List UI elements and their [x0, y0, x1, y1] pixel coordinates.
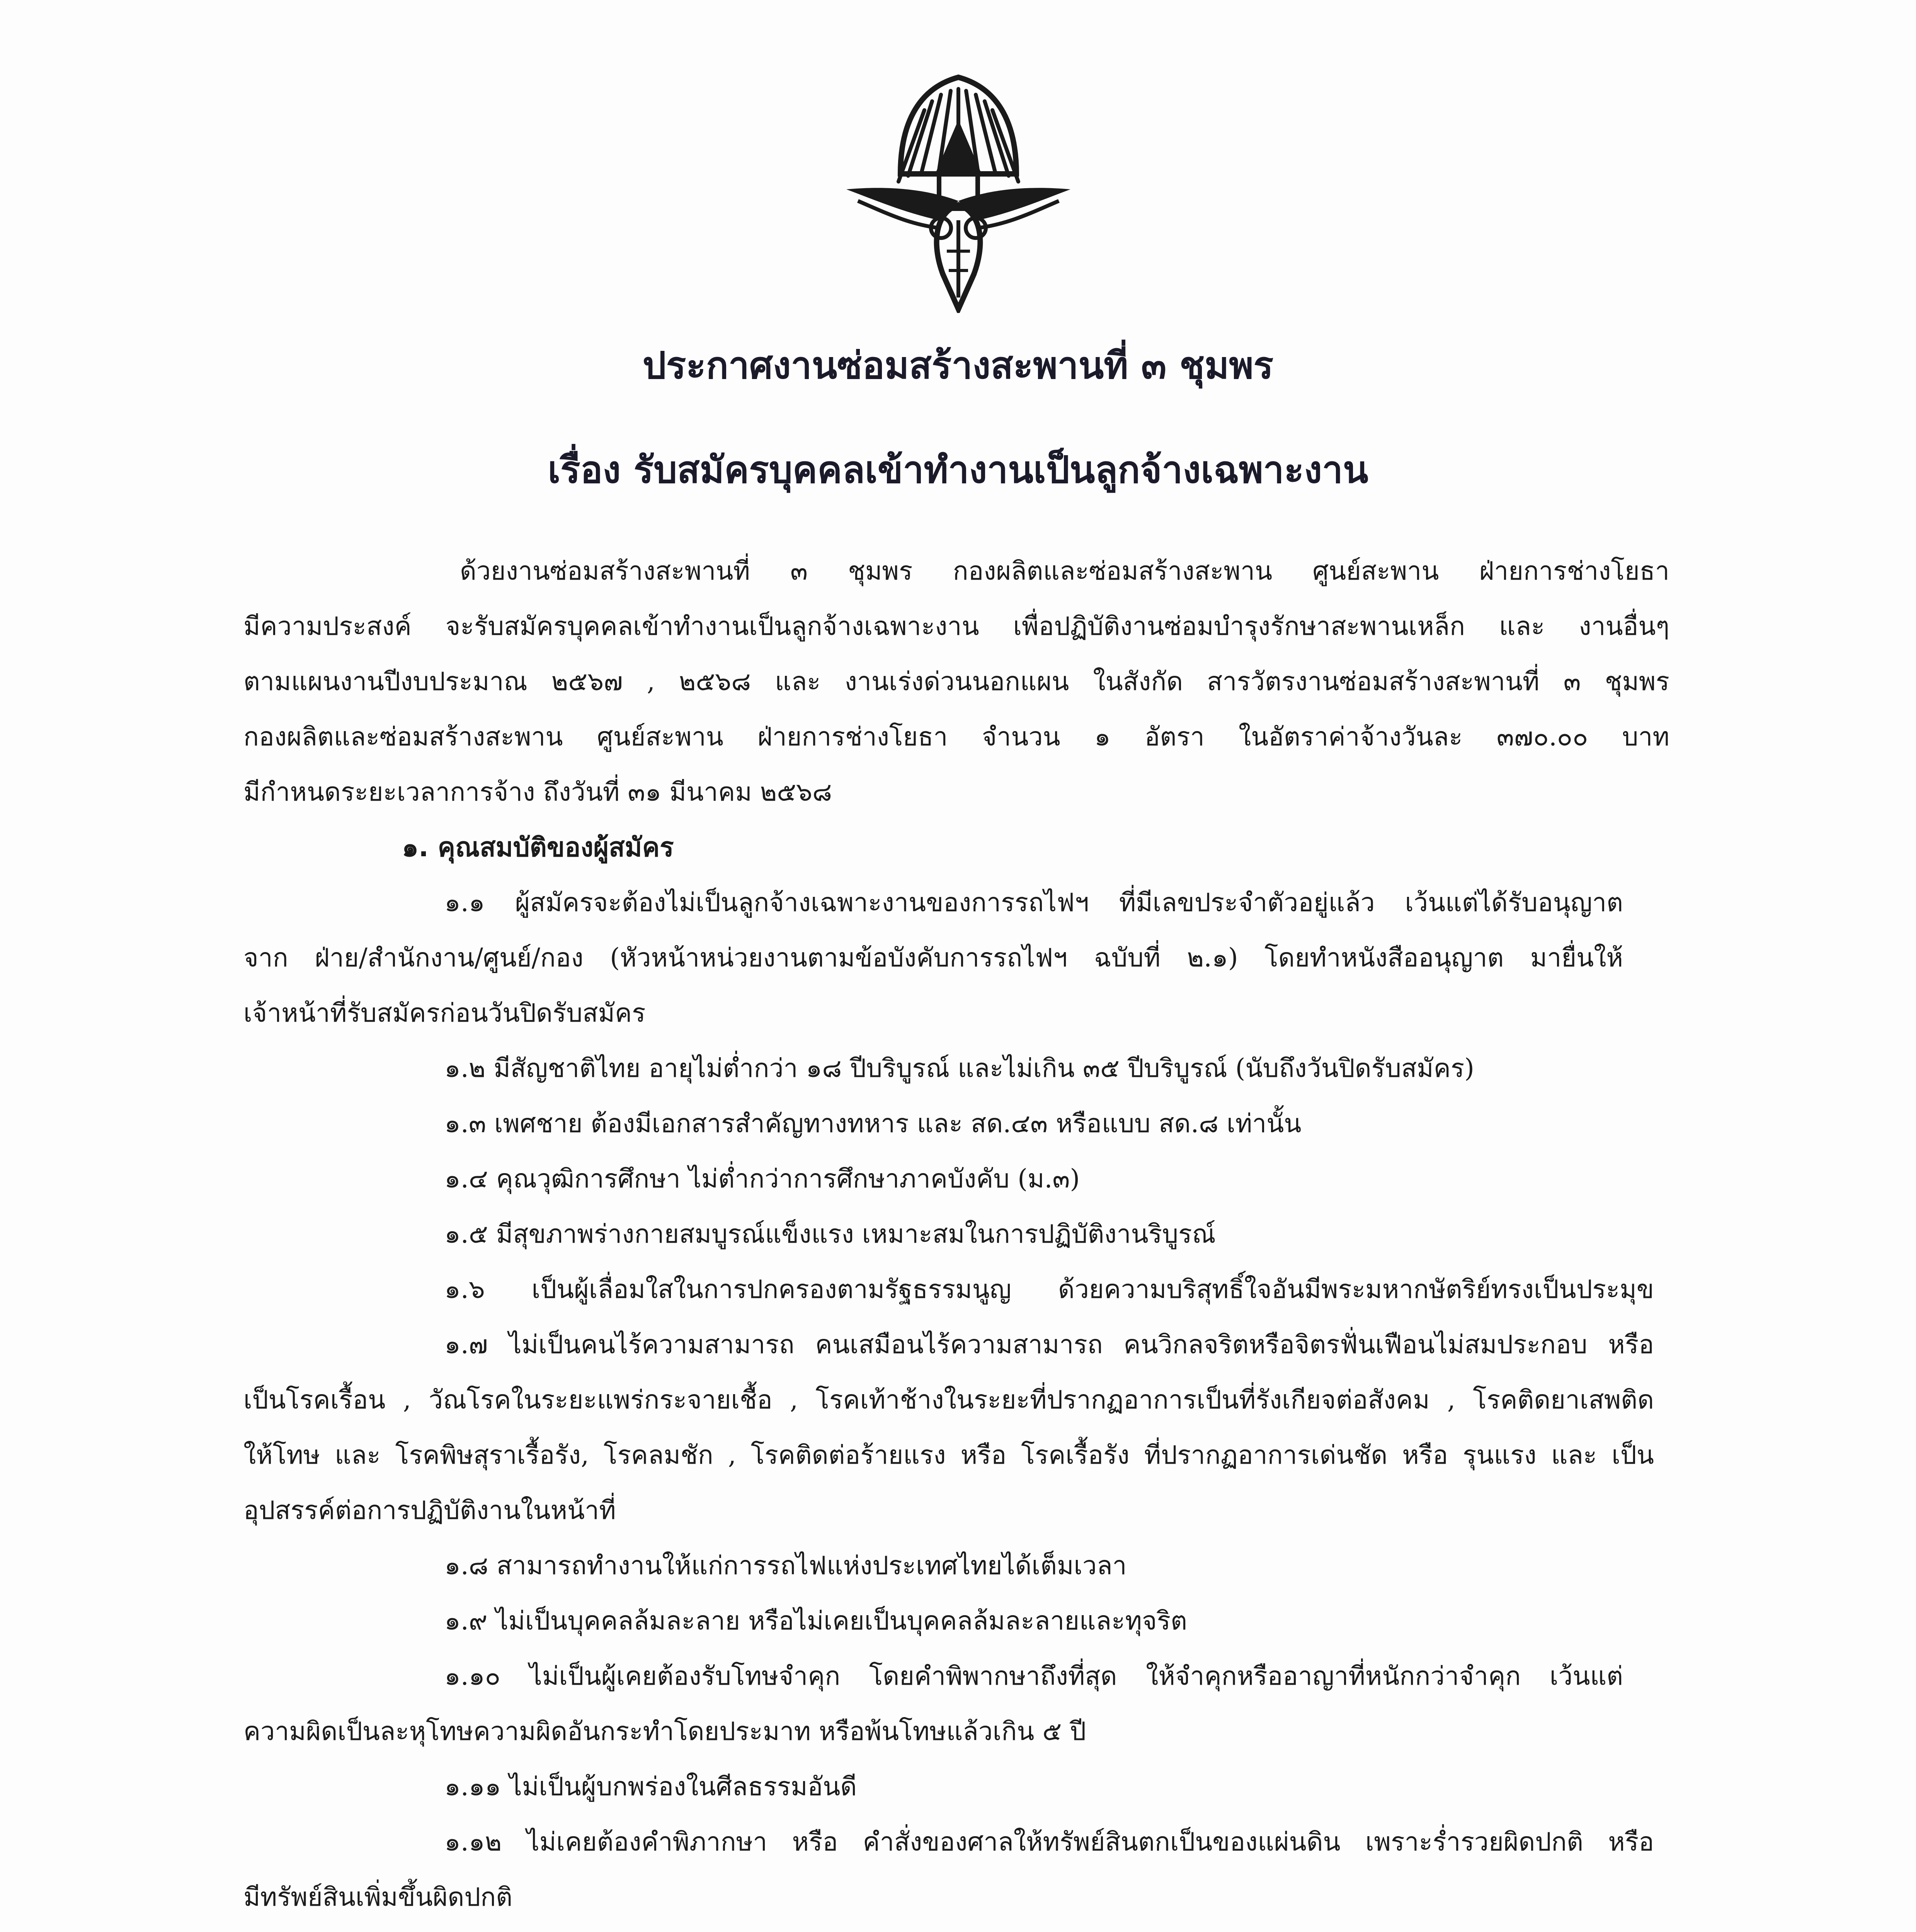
- intro-line: ตามแผนงานปีงบประมาณ ๒๕๖๗ , ๒๕๖๘ และ งานเร่งด่วนนอกแผน ในสังกัด สารวัตรงานซ่อมสร้างสะพานที่ ๓ ชุมพร: [243, 667, 1669, 696]
- list-item: ๑.๙ ไม่เป็นบุคคลล้มละลาย หรือไม่เคยเป็นบุคคลล้มละลายและทุจริต: [444, 1606, 1187, 1636]
- list-item: ให้โทษ และ โรคพิษสุราเรื้อรัง, โรคลมชัก , โรคติดต่อร้ายแรง หรือ โรคเรื้อรัง ที่ปรากฏอาการเด่นชัด หรือ รุนแรง และ เป็น: [243, 1440, 1654, 1470]
- intro-line: ด้วยงานซ่อมสร้างสะพานที่ ๓ ชุมพร กองผลิตและซ่อมสร้างสะพาน ศูนย์สะพาน ฝ่ายการช่างโยธา: [460, 556, 1669, 586]
- list-item: มีทรัพย์สินเพิ่มขึ้นผิดปกติ: [243, 1882, 513, 1912]
- list-item: ๑.๓ เพศชาย ต้องมีเอกสารสำคัญทางทหาร และ สด.๔๓ หรือแบบ สด.๘ เท่านั้น: [444, 1109, 1302, 1138]
- list-item: ๑.๒ มีสัญชาติไทย อายุไม่ต่ำกว่า ๑๘ ปีบริบูรณ์ และไม่เกิน ๓๕ ปีบริบูรณ์ (นับถึงวันปิดรับสมัคร): [444, 1053, 1475, 1083]
- list-item: เจ้าหน้าที่รับสมัครก่อนวันปิดรับสมัคร: [243, 998, 646, 1028]
- list-item: ๑.๖ เป็นผู้เลื่อมใสในการปกครองตามรัฐธรรมนูญ ด้วยความบริสุทธิ์ใจอันมีพระมหากษัตริย์ทรงเป็นประมุข: [444, 1274, 1654, 1304]
- list-item: อุปสรรค์ต่อการปฏิบัติงานในหน้าที่: [243, 1495, 616, 1525]
- page-subject: เรื่อง รับสมัครบุคคลเข้าทำงานเป็นลูกจ้างเฉพาะงาน: [548, 448, 1368, 492]
- section-heading: ๑. คุณสมบัติของผู้สมัคร: [402, 832, 674, 863]
- list-item: ๑.๘ สามารถทำงานให้แก่การรถไฟแห่งประเทศไทยได้เต็มเวลา: [444, 1551, 1127, 1580]
- list-item: ความผิดเป็นละหุโทษความผิดอันกระทำโดยประมาท หรือพ้นโทษแล้วเกิน ๕ ปี: [243, 1716, 1086, 1746]
- page-title: ประกาศงานซ่อมสร้างสะพานที่ ๓ ชุมพร: [642, 344, 1274, 387]
- list-item: เป็นโรคเรื้อน , วัณโรคในระยะแพร่กระจายเชื้อ , โรคเท้าช้างในระยะที่ปรากฏอาการเป็นที่รังเกียจต่อสังคม , โรคติดยาเสพติด: [243, 1385, 1654, 1415]
- intro-line: มีกำหนดระยะเวลาการจ้าง ถึงวันที่ ๓๑ มีนาคม ๒๕๖๘: [243, 777, 832, 807]
- list-item: ๑.๗ ไม่เป็นคนไร้ความสามารถ คนเสมือนไร้ความสามารถ คนวิกลจริตหรือจิตรฟั่นเฟือนไม่สมประกอบ หรือ: [444, 1330, 1654, 1359]
- list-item: ๑.๑๒ ไม่เคยต้องคำพิภากษา หรือ คำสั่งของศาลให้ทรัพย์สินตกเป็นของแผ่นดิน เพราะร่ำรวยผิดปกติ หรือ: [444, 1827, 1654, 1857]
- state-railway-of-thailand-emblem-icon: [842, 73, 1074, 313]
- list-item: จาก ฝ่าย/สำนักงาน/ศูนย์/กอง (หัวหน้าหน่วยงานตามข้อบังคับการรถไฟฯ ฉบับที่ ๒.๑) โดยทำหนังสืออนุญาต มายื่นให้: [243, 943, 1623, 973]
- intro-line: มีความประสงค์ จะรับสมัครบุคคลเข้าทำงานเป็นลูกจ้างเฉพาะงาน เพื่อปฏิบัติงานซ่อมบำรุงรักษาสะพานเหล็ก และ งานอื่นๆ: [243, 611, 1669, 641]
- list-item: ๑.๔ คุณวุฒิการศึกษา ไม่ต่ำกว่าการศึกษาภาคบังคับ (ม.๓): [444, 1164, 1080, 1194]
- intro-line: กองผลิตและซ่อมสร้างสะพาน ศูนย์สะพาน ฝ่ายการช่างโยธา จำนวน ๑ อัตรา ในอัตราค่าจ้างวันละ ๓๗๐.๐๐ บาท: [243, 722, 1669, 752]
- list-item: ๑.๑๐ ไม่เป็นผู้เคยต้องรับโทษจำคุก โดยคำพิพากษาถึงที่สุด ให้จำคุกหรืออาญาที่หนักกว่าจำคุก เว้นแต่: [444, 1661, 1623, 1691]
- list-item: ๑.๕ มีสุขภาพร่างกายสมบูรณ์แข็งแรง เหมาะสมในการปฏิบัติงานริบูรณ์: [444, 1219, 1216, 1249]
- list-item: ๑.๑๑ ไม่เป็นผู้บกพร่องในศีลธรรมอันดี: [444, 1772, 857, 1801]
- list-item: ๑.๑ ผู้สมัครจะต้องไม่เป็นลูกจ้างเฉพาะงานของการรถไฟฯ ที่มีเลขประจำตัวอยู่แล้ว เว้นแต่ได้รับอนุญาต: [444, 888, 1623, 917]
